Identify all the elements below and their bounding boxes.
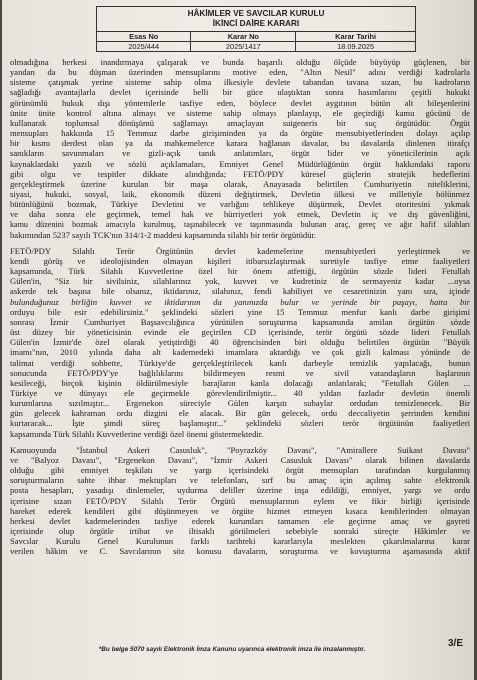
text-line: Gülen'in, "Siz bir sivilsiniz, silahlarınız yok, kuvvet ve kudretiniz de sermayeniz kadar ...oysa: [10, 276, 470, 287]
text-line: gün gelecek kahraman ordu dizgini ele alacak. Bir gün gelecek, ordu deccaliyetin şerrinden kendini: [10, 408, 470, 419]
header-title-line1: HÂKİMLER VE SAVCILAR KURULU: [187, 9, 325, 18]
text-line: Türkiye ve dünyayı ele geçirmekle görevlendirilmiştir... 40 yıldan fazladır devletin önemli: [10, 388, 470, 398]
text-line: posta hesapları, yasadışı dinlemeler, uydurma deliller üzerine inşa edildiği, emniyet, yargı ve ordu: [10, 485, 470, 496]
text-line: Kamuoyunda "İstanbul Askeri Casusluk", "Poyrazköy Davası", "Amirallere Suikast Davası": [10, 444, 470, 455]
text-line: kamu düzenini bozmak amacıyla kurulmuş, taşınabilecek ve taşınmasında bulunan araç, gereç ve ağır hafif silahları: [10, 219, 470, 229]
text-line: gibi olgu ve tespitler dikkate alındığında; FETÖ/PDY küresel güçlerin stratejik hedeflerini: [10, 168, 470, 179]
text-line: askerde tek başına bile olsanız, iktidarınız, silahınız, fendi kabiliyet ve cesaretinizin yanı sıra, içinde: [10, 286, 470, 297]
paragraph-2: [10, 246, 470, 439]
decision-header-table: [96, 6, 416, 52]
text-line: görünümlü hukuk dışı yöntemlerle tasfiye eden, böylece devlet aygıtının bütün alt bileşenlerini: [10, 97, 470, 108]
text-line: sisteme çatışmak yerine sisteme sahip olma ilkesiyle devlete tabandan tavana sızan, bu kadroların: [10, 77, 470, 88]
text-line: olduğu gibi emniyet teşkilatı ve yargı içerisindeki örgüt mensupları tarafından kurgulanmış: [10, 465, 470, 476]
text-line: herkesi devlet kademelerinden tasfiye ederek kurumları tamamen ele geçirme amaç ve gayreti: [10, 515, 470, 526]
esas-no-label: Esas No: [97, 32, 191, 42]
text-line: içerisine sızan FETÖ/PDY Silahlı Terör Örgütü mensuplarının eylem ve fikir birliği içerisinde: [10, 495, 470, 506]
text-line: bir kısmı derdest olan ya da mahkemelerce karara bağlanan davalar, bu davalarda dinlenen itirafçı: [10, 138, 470, 149]
karar-tarihi-value: 18.09.2025: [296, 42, 416, 52]
text-line: kurumlarına sızılmıştır... Ergenekon süreciyle Gülen karşıtı subaylar ordudan temizlenecek. Bir: [10, 398, 470, 409]
text-line: sonrası İzmir Cumhuriyet Başsavcılığınca yürütülen soruşturma kapsamında amilan örgütün sözde: [10, 316, 470, 327]
header-title: [97, 7, 416, 32]
text-line: olmadığına herkesi inandırmaya çalışarak ve bunda başarılı olduğu ölçüde büyüyüp güçlenen, bir: [10, 57, 470, 67]
text-line: verilen hâkim ve C. Savcılarının söz konusu davaların, soruşturma ve kovuşturma aşamasında aktif: [10, 546, 470, 557]
text-line: talimat verdiği sohbette, Türkiye'de gerçekleştirilecek kanlı darbeyle temizlik yapılacağı, bunun: [10, 357, 470, 368]
text-line: sonucunda FETÖ/PDY'ye bağlılıklarını bildirmeyen resmi ve sivil vatandaşların başlarının: [10, 367, 470, 378]
text-line: kurtaracak... İşte şimdi süreç başlamıştır..." şeklindeki sözleri terör örgütünün faaliyetleri: [10, 418, 470, 429]
text-line: ve daha sonra ele geçirmek, temel hak ve hürriyetleri yok etmek, Devletin iç ve dış güvenliğini,: [10, 209, 470, 220]
text-line: Gülen'in İzmir'de özel olarak yetiştirdiği 40 öğrencisinden biri olduğu belirtilen örgütün "Büyük: [10, 337, 470, 348]
text-line: orduyu bile esir edebilirsiniz." şeklindeki sözleri yine 15 Temmuz menfur kanlı darbe girişimi: [10, 306, 470, 317]
text-line: ve "Balyoz Davası", "Ergenekon Davası", "İzmir Askeri Casusluk Davası" olarak bilinen davalarda: [10, 454, 470, 465]
text-line: gerçekleştirmek üzerine kurulan bir maşa olarak, Anayasada belirtilen Cumhuriyetin niteliklerini,: [10, 178, 470, 189]
text-line: sanıkların savunmaları ve gizli-açık tanık anlatımları, örgüt lider ve yöneticilerinin açık: [10, 148, 470, 159]
text-line: ünite ünite kontrol altına almayı ve sisteme sahip olmayı planlayıp, ele geçirdiği kamu gücünü de: [10, 107, 470, 118]
decision-body: [10, 57, 470, 557]
text-line: içerisinde olup örgütle irtibat ve iltisaklı görülmeleri sebebiyle sonraki süreçte Hâkimler ve: [10, 526, 470, 537]
text-line: soruşturmaların sahte ihbar mektupları ve telefonları, sırf bu amaç için açılmış sahte elektronik: [10, 475, 470, 486]
text-line: üst düzey bir yöneticisinin evinde ele geçirilen CD içerisinde, terör örgütü sözde lideri Fetullah: [10, 327, 470, 338]
karar-tarihi-label: Karar Tarihi: [296, 32, 416, 42]
paragraph-1: [10, 57, 470, 240]
text-line: hareket ederek kendileri gibi düşünmeyen ve örgüte hizmet etmeyen kısaca kendilerinden olmayan: [10, 505, 470, 516]
text-line: bütünlüğünü bozmak, Türkiye Devletini ve varlığını tehlikeye düşürmek, Devlet otoritesini yıkmak: [10, 199, 470, 210]
text-line: FETÖ/PDY Silahlı Terör Örgütünün devlet kademelerine mensubiyetleri yerleştirmek ve: [10, 245, 470, 256]
text-line: siyasi, hukuki, sosyal, laik, ekonomik düzeni değiştirmek, Devletin ülkesi ve milletiyle bölünmez: [10, 189, 470, 200]
text-line: imamı"nın, 2010 yılında daha alt kademedeki imamlara aktardığı ve çok gizli kalması yönünde de: [10, 347, 470, 358]
text-line: kesileceği, birçok kişinin öldürülmesiyle barajların kanla dolacağı anlatılarak; "Fetullah Gülen ...: [10, 377, 470, 388]
text-line: bakımından 5237 sayılı TCK'nın 314/1-2 maddesi kapsamında silahlı bir terör örgütüdür.: [10, 229, 317, 240]
header-title-line2: İKİNCİ DAİRE KARARI: [212, 19, 300, 28]
e-signature-note: *Bu belge 5070 sayılı Elektronik İmza Kanunu uyarınca elektronik imza ile imzalanmıştır.: [98, 646, 366, 653]
text-line: bulunduğunuz birliğin kuvvet ve iktidarının da yanınızda bulur ve yerinde bir paşayı, hatta bir: [10, 296, 470, 307]
text-line: sağladığı avantajlarla devlet içerisinde belli bir güce ulaştıktan sonra hasımlarını çeşitli hukuki: [10, 87, 470, 98]
text-line: kaynaklardaki yazılı ve sözlü açıklamaları, Emniyet Genel Müdürlüğünün örgüt hakkındaki raporu: [10, 158, 470, 169]
text-line: kendi görüş ve ideolojisinden olmayan kişileri itibarsızlaştırmak suretiyle tasfiye etme faaliyetleri: [10, 255, 470, 266]
page-number: 3/E: [448, 638, 464, 649]
paragraph-3: [10, 445, 470, 557]
document-page: [2, 0, 474, 680]
text-line: mensupları hakkında 15 Temmuz darbe girişiminden ya da örgüte mensubiyetlerinden dolayı açılıp: [10, 128, 470, 139]
esas-no-value: 2025/444: [97, 42, 191, 52]
karar-no-label: Karar No: [191, 32, 296, 42]
text-line: Savcılar Kurulu Genel Kurulunun farklı tarihteki kararlarıyla meslekten çıkarılmalarına karar: [10, 536, 470, 547]
text-line: yandan da bu düşman üzerinden mensuplarını motive eden, "Altın Nesil" adını verdiği kadrolarla: [10, 67, 470, 78]
text-line: kapsamında, Türk Silahlı Kuvvetlerine özel bir önem atfettiği, örgütün sözde lideri Fetullah: [10, 266, 470, 277]
text-line: kullanarak toplumsal dönüşümü sağlamayı amaçlayan suigeneris bir suç örgütüdür. Örgüt: [10, 117, 470, 128]
text-line: kapsamında Türk Silahlı Kuvvetlerine verdiği özel önemi göstermektedir.: [10, 428, 264, 439]
karar-no-value: 2025/1417: [191, 42, 296, 52]
